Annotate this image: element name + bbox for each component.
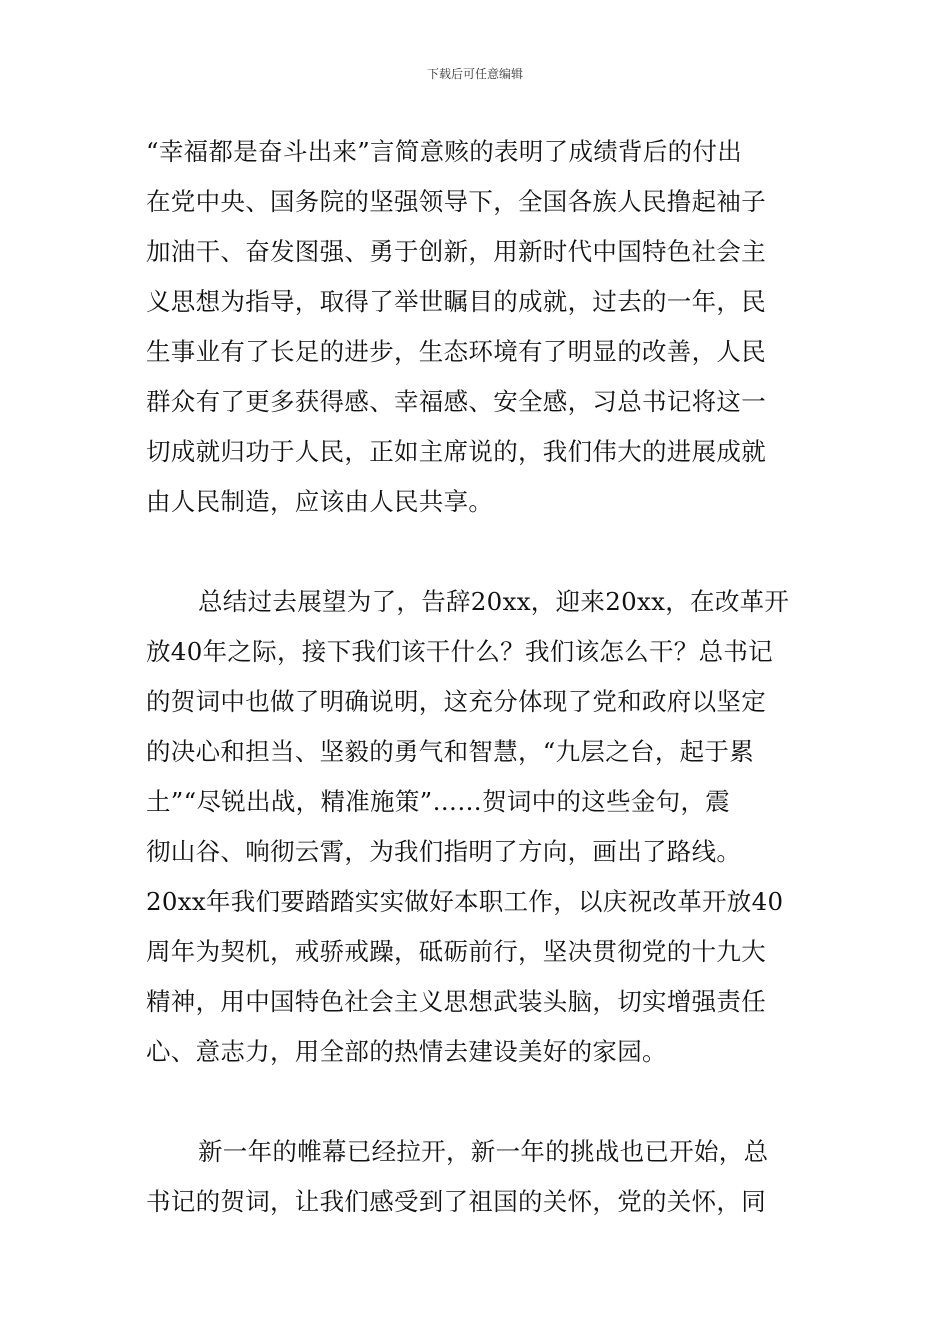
text-line: 切成就归功于人民，正如主席说的，我们伟大的进展成就: [146, 437, 766, 466]
paragraph-1: [146, 130, 816, 530]
paragraph-spacer: [146, 1080, 816, 1130]
text-line: 精神，用中国特色社会主义思想武装头脑，切实增强责任: [146, 987, 766, 1016]
page-header: 下载后可任意编辑: [426, 67, 523, 81]
text-line: 彻山谷、响彻云霄，为我们指明了方向，画出了路线。: [146, 837, 742, 866]
text-line: 心、意志力，用全部的热情去建设美好的家园。: [146, 1037, 667, 1066]
text-line: 的贺词中也做了明确说明，这充分体现了党和政府以坚定: [146, 687, 766, 716]
text-line: 新一年的帷幕已经拉开，新一年的挑战也已开始，总: [198, 1137, 769, 1166]
paragraph-3: [146, 1130, 816, 1230]
text-line: 的决心和担当、坚毅的勇气和智慧，“九层之台，起于累: [146, 737, 755, 766]
text-line: 土”“尽锐出战，精准施策”……贺词中的这些金句，震: [146, 787, 731, 816]
paragraph-spacer: [146, 530, 816, 580]
text-line: “幸福都是奋斗出来”言简意赅的表明了成绩背后的付出: [146, 137, 743, 166]
text-line: 书记的贺词，让我们感受到了祖国的关怀，党的关怀，同: [146, 1187, 766, 1216]
text-line: 群众有了更多获得感、幸福感、安全感，习总书记将这一: [146, 387, 766, 416]
text-line: 周年为契机，戒骄戒躁，砥砺前行，坚决贯彻党的十九大: [146, 937, 766, 966]
text-line: 义思想为指导，取得了举世瞩目的成就，过去的一年，民: [146, 287, 766, 316]
text-line: 由人民制造，应该由人民共享。: [146, 487, 494, 516]
paragraph-2: [146, 580, 816, 1080]
document-body: [146, 130, 816, 1230]
text-line: 加油干、奋发图强、勇于创新，用新时代中国特色社会主: [146, 237, 766, 266]
text-line: 生事业有了长足的进步，生态环境有了明显的改善，人民: [146, 337, 766, 366]
text-line: 放40年之际，接下我们该干什么？我们该怎么干？总书记: [146, 637, 773, 666]
text-line: 总结过去展望为了，告辞20xx，迎来20xx，在改革开: [198, 587, 790, 616]
text-line: 在党中央、国务院的坚强领导下，全国各族人民撸起袖子: [146, 187, 766, 216]
text-line: 20xx年我们要踏踏实实做好本职工作，以庆祝改革开放40: [146, 887, 784, 916]
